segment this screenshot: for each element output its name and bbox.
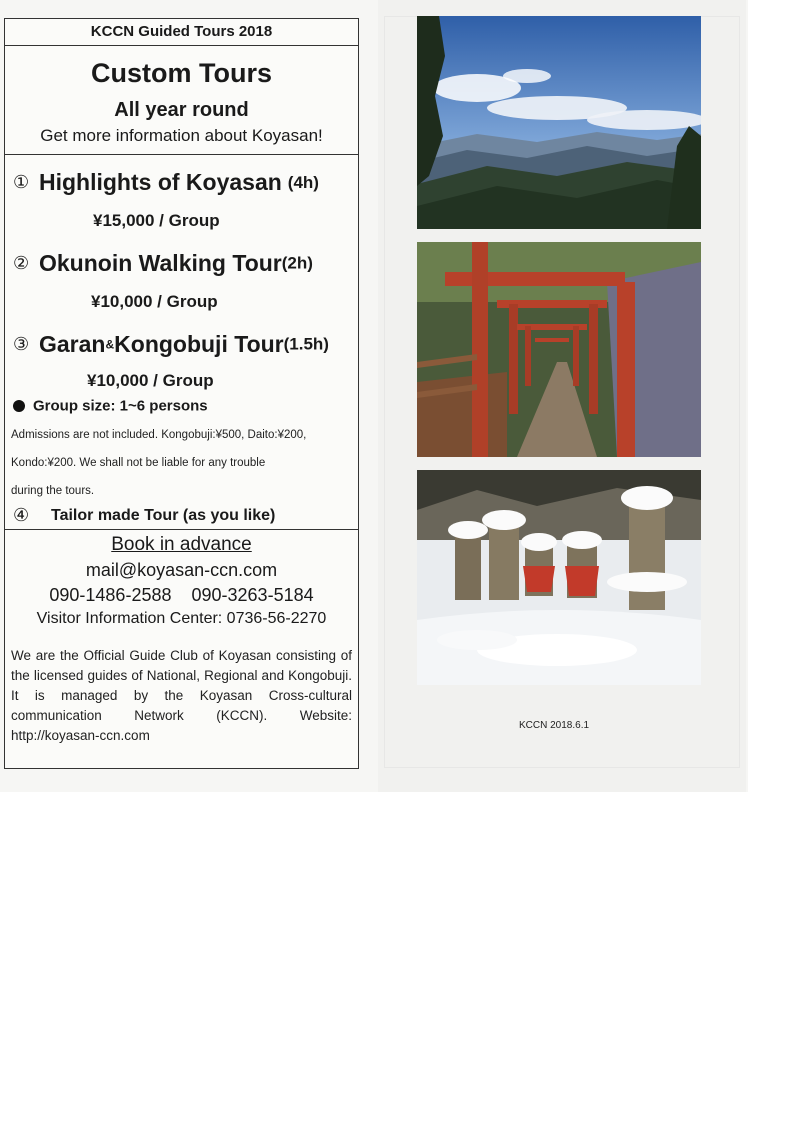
- tailor-made-label: Tailor made Tour (as you like): [51, 506, 276, 524]
- admission-note-line: Admissions are not included. Kongobuji:¥500, Daito:¥200,: [11, 429, 307, 441]
- hero-section: [5, 46, 358, 155]
- tour-item-highlights: [13, 169, 319, 196]
- contact-phones: [5, 585, 358, 606]
- tour-item-tailor-made: [13, 505, 275, 526]
- phone-number: 090-3263-5184: [191, 585, 314, 605]
- tour-number: ③: [13, 334, 30, 354]
- mountain-landscape-photo: [417, 16, 701, 229]
- tour-number: ④: [13, 505, 30, 525]
- book-in-advance: Book in advance: [111, 534, 252, 555]
- tour-name-part: Kongobuji Tour: [114, 331, 284, 357]
- torii-gate-path-photo: [417, 242, 701, 457]
- tour-duration: (1.5h): [283, 334, 329, 354]
- tour-name-ampersand: &: [105, 337, 115, 352]
- tour-price: ¥10,000 / Group: [87, 371, 214, 390]
- admission-note: [11, 421, 356, 505]
- tour-number: ②: [13, 253, 30, 273]
- admission-note-line: during the tours.: [11, 485, 95, 497]
- hero-tagline: Get more information about Koyasan!: [40, 126, 323, 145]
- group-size-row: [13, 397, 208, 415]
- brochure-header: KCCN Guided Tours 2018: [5, 19, 358, 46]
- snowy-jizo-statues-photo: [417, 470, 701, 685]
- tour-name-part: Garan: [39, 331, 106, 357]
- about-text: We are the Official Guide Club of Koyasan consisting of the licensed guides of National, Regional and Kongobuji. It is managed by the Koyasan Cross-cultural communication Network (KCCN). Website: http://koyasan-ccn.com: [11, 648, 352, 743]
- contact-email: mail@koyasan-ccn.com: [85, 560, 278, 580]
- tour-name: Highlights of Koyasan: [39, 169, 282, 195]
- tour-duration: (2h): [281, 253, 313, 273]
- contact-section: [5, 534, 358, 746]
- group-size: Group size: 1~6 persons: [33, 397, 208, 415]
- footer-code: KCCN 2018.6.1: [519, 720, 590, 731]
- tour-info-panel: [4, 18, 359, 769]
- bullet-icon: [13, 400, 25, 412]
- tour-price: ¥15,000 / Group: [93, 211, 220, 230]
- tour-number: ①: [13, 172, 30, 192]
- tour-item-okunoin: [13, 250, 313, 277]
- admission-note-line: Kondo:¥200. We shall not be liable for any trouble: [11, 457, 266, 469]
- tour-item-garan-kongobuji: [13, 331, 329, 358]
- hero-subtitle: All year round: [114, 99, 249, 121]
- visitor-center: Visitor Information Center: 0736-56-2270: [36, 610, 327, 627]
- tour-duration: (4h): [287, 172, 319, 192]
- tour-list: [5, 155, 358, 530]
- tour-price: ¥10,000 / Group: [91, 292, 218, 311]
- phone-number: 090-1486-2588: [49, 585, 172, 605]
- hero-title: Custom Tours: [91, 58, 272, 88]
- tour-name: Okunoin Walking Tour: [39, 250, 282, 276]
